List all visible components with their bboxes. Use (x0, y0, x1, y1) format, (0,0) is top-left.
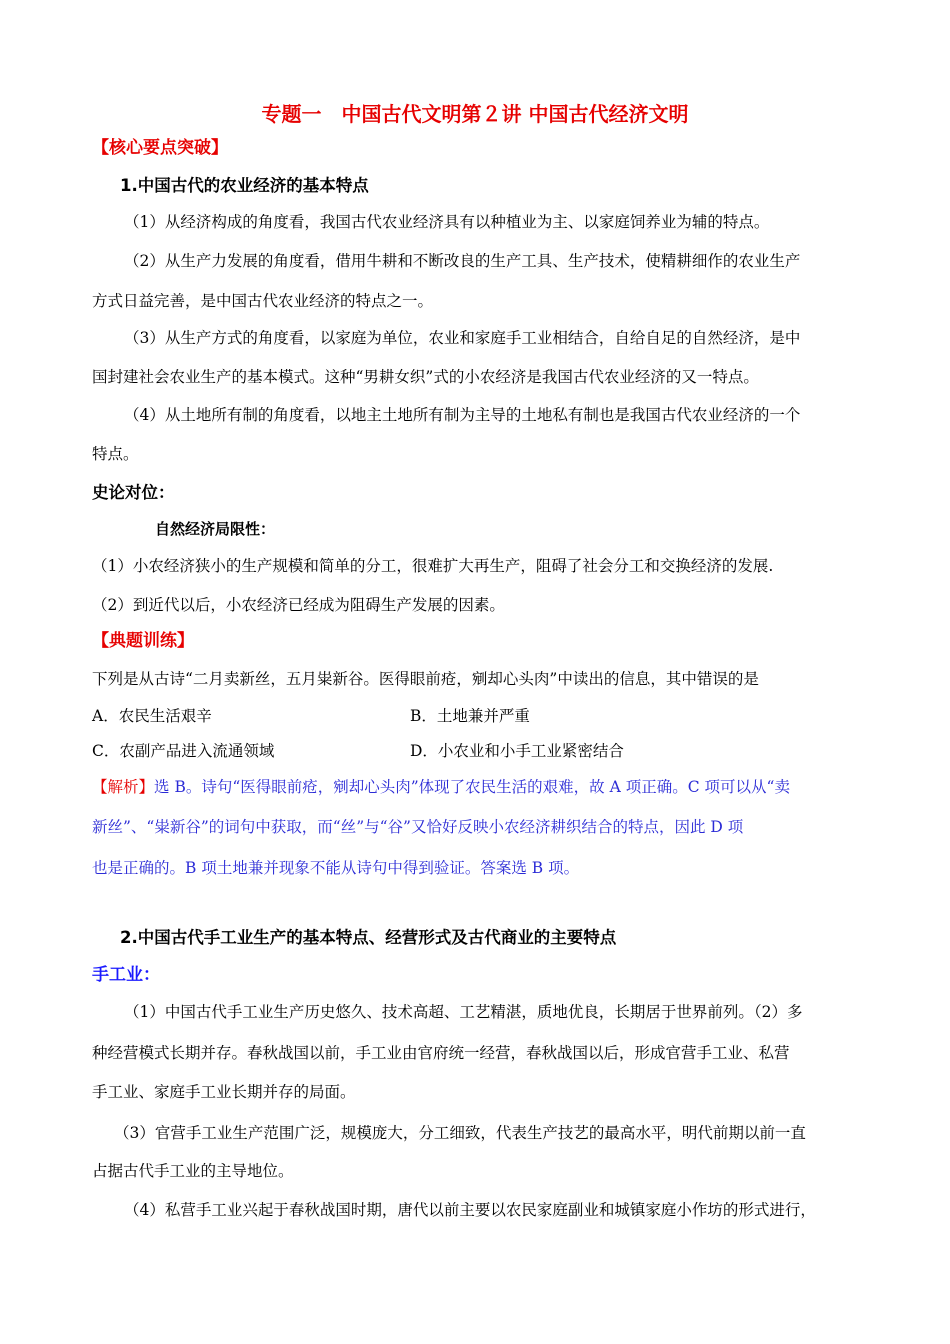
handicraft-para-1-line-1: （1）中国古代手工业生产历史悠久、技术高超、工艺精湛，质地优良，长期居于世界前列。（2）多 (124, 1003, 803, 1021)
handicraft-para-3-line-1: （3）官营手工业生产范围广泛，规模庞大，分工细致，代表生产技艺的最高水平，明代前期以前一直 (114, 1124, 806, 1142)
handicraft-para-3-line-2: 占据古代手工业的主导地位。 (92, 1162, 294, 1180)
analysis-line-3: 也是正确的。B 项土地兼并现象不能从诗句中得到验证。答案选 B 项。 (92, 859, 580, 877)
ziran-point-2: （2）到近代以后，小农经济已经成为阻碍生产发展的因素。 (92, 596, 505, 614)
section-heading-training: 【典题训练】 (92, 631, 194, 651)
paragraph-4-line-2: 特点。 (92, 445, 139, 463)
paragraph-2-line-1: （2）从生产力发展的角度看，借用牛耕和不断改良的生产工具、生产技术，使精耕细作的农业生产 (124, 252, 801, 270)
analysis-line-2: 新丝”、“粜新谷”的词句中获取，而“丝”与“谷”又恰好反映小农经济耕织结合的特点，因此 D 项 (92, 818, 744, 836)
paragraph-2-line-2: 方式日益完善，是中国古代农业经济的特点之一。 (92, 292, 434, 310)
question-text: 下列是从古诗“二月卖新丝，五月粜新谷。医得眼前疮，剜却心头肉”中读出的信息，其中错误的是 (92, 670, 759, 688)
analysis-tag: 【解析】 (92, 778, 155, 796)
heading-ziran: 自然经济局限性： (155, 520, 276, 538)
handicraft-para-1-line-2: 种经营模式长期并存。春秋战国以前，手工业由官府统一经营，春秋战国以后，形成官营手工业、私营 (92, 1044, 790, 1062)
heading-handicraft: 2.中国古代手工业生产的基本特点、经营形式及古代商业的主要特点 (120, 928, 617, 947)
option-d: D．小农业和小手工业紧密结合 (410, 742, 624, 760)
section-heading-core: 【核心要点突破】 (92, 138, 228, 158)
analysis-text-1: 选 B。诗句“医得眼前疮，剜却心头肉”体现了农民生活的艰难，故 A 项正确。C 项可以从“卖 (154, 778, 790, 796)
handicraft-para-1-line-3: 手工业、家庭手工业长期并存的局面。 (92, 1083, 356, 1101)
paragraph-3-line-2: 国封建社会农业生产的基本模式。这种“男耕女织”式的小农经济是我国古代农业经济的又一特点。 (92, 368, 759, 386)
paragraph-3-line-1: （3）从生产方式的角度看，以家庭为单位，农业和家庭手工业相结合，自给自足的自然经济，是中 (124, 329, 801, 347)
heading-shilun: 史论对位： (92, 483, 175, 502)
page-title: 专题一 中国古代文明第２讲 中国古代经济文明 (261, 102, 689, 126)
paragraph-4-line-1: （4）从土地所有制的角度看，以地主土地所有制为主导的土地私有制也是我国古代农业经济的一个 (124, 406, 801, 424)
analysis-line-1 (92, 776, 790, 798)
ziran-point-1: （1）小农经济狭小的生产规模和简单的分工，很难扩大再生产，阻碍了社会分工和交换经济的发展. (92, 557, 774, 575)
option-a: A．农民生活艰辛 (92, 707, 212, 725)
heading-agriculture: 1.中国古代的农业经济的基本特点 (120, 176, 369, 195)
option-c: C．农副产品进入流通领域 (92, 742, 275, 760)
paragraph-1: （1）从经济构成的角度看，我国古代农业经济具有以种植业为主、以家庭饲养业为辅的特点。 (124, 213, 770, 231)
handicraft-para-4-line-1: （4）私营手工业兴起于春秋战国时期，唐代以前主要以农民家庭副业和城镇家庭小作坊的形式进行， (124, 1201, 816, 1219)
heading-shougongye: 手工业： (92, 965, 160, 985)
option-b: B．土地兼并严重 (410, 707, 530, 725)
